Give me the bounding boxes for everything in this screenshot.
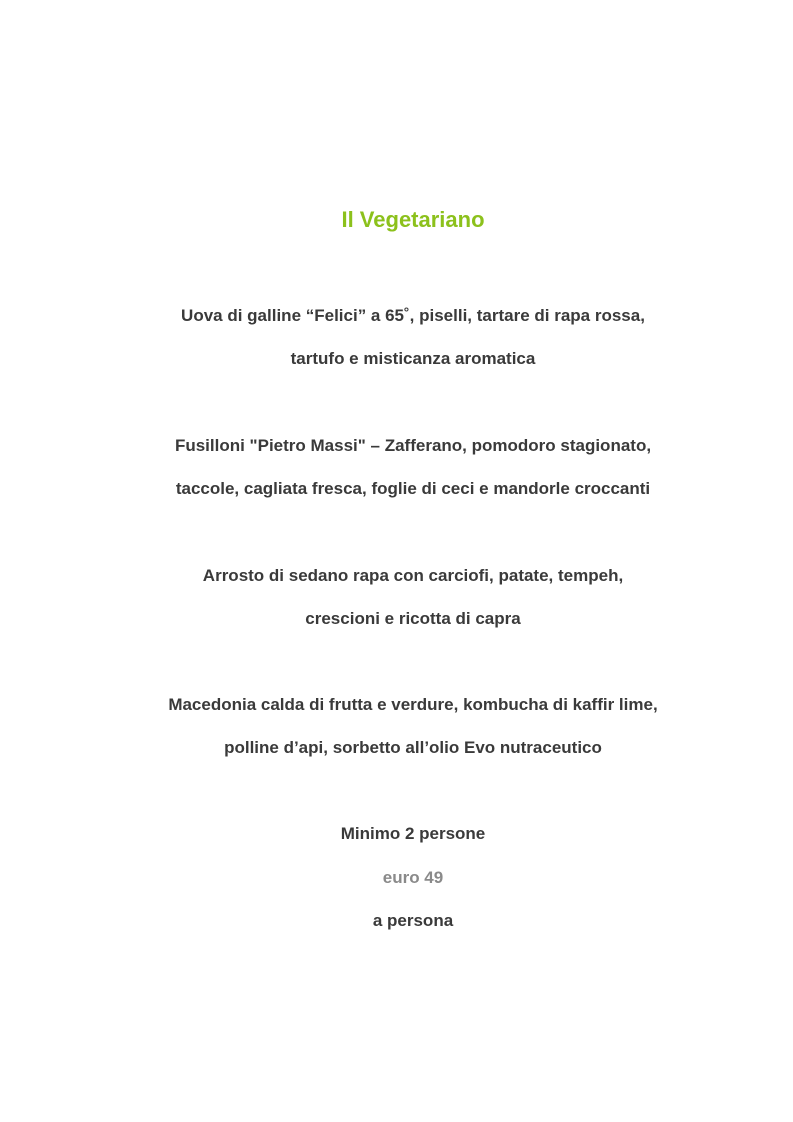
course-4-line-2: polline d’api, sorbetto all’olio Evo nutraceutico (224, 738, 602, 757)
course-3-line-1: Arrosto di sedano rapa con carciofi, patate, tempeh, (202, 566, 624, 585)
course-1-line-1: Uova di galline “Felici” a 65˚, piselli, tartare di rapa rossa, (181, 306, 645, 325)
minimum-persons: Minimo 2 persone (340, 824, 486, 843)
course-2-line-1: Fusilloni "Pietro Massi" – Zafferano, pomodoro stagionato, (174, 436, 652, 455)
menu-title: Il Vegetariano (341, 207, 485, 232)
per-person-label: a persona (372, 911, 454, 930)
course-3-line-2: crescioni e ricotta di capra (305, 609, 521, 628)
menu-price: euro 49 (382, 868, 444, 887)
course-1-line-2: tartufo e misticanza aromatica (290, 349, 536, 368)
course-2-line-2: taccole, cagliata fresca, foglie di ceci e mandorle croccanti (175, 479, 651, 498)
course-4-line-1: Macedonia calda di frutta e verdure, kombucha di kaffir lime, (168, 695, 658, 714)
